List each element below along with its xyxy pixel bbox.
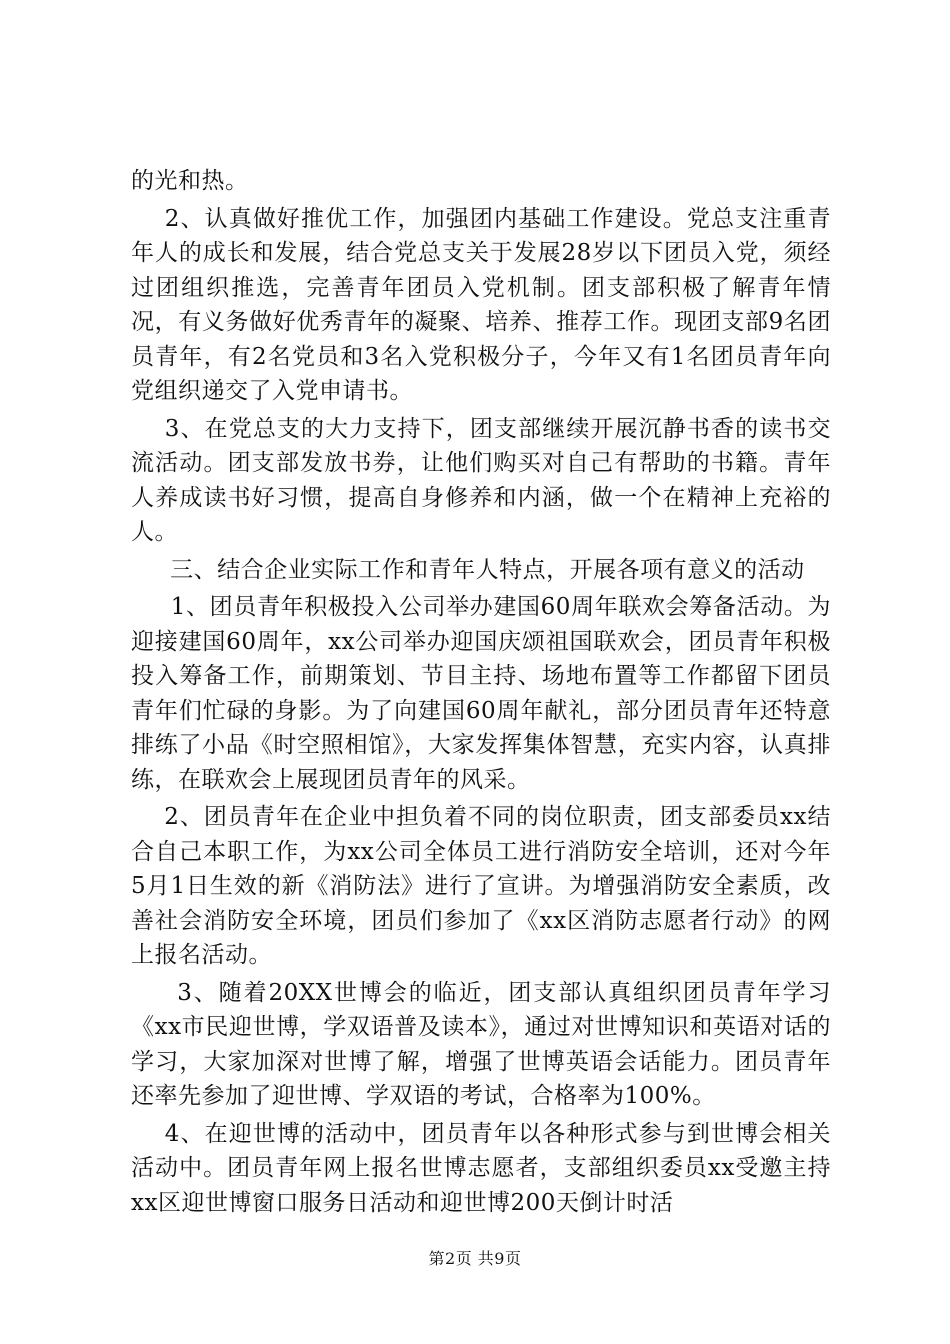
paragraph: 3、随着20XX世博会的临近，团支部认真组织团员青年学习《xx市民迎世博，学双语普及读本》，通过对世博知识和英语对话的学习，大家加深对世博了解，增强了世博英语会话能力。团员青年还率先参加了迎世博、学双语的考试，合格率为100%。 bbox=[131, 979, 831, 1109]
page-footer bbox=[0, 1246, 950, 1269]
page-number: 第2页 共9页 bbox=[428, 1249, 522, 1268]
paragraph: 2、认真做好推优工作，加强团内基础工作建设。党总支注重青年人的成长和发展，结合党总支关于发展28岁以下团员入党，须经过团组织推选，完善青年团员入党机制。团支部积极了解青年情况，有义务做好优秀青年的凝聚、培养、推荐工作。现团支部9名团员青年，有2名党员和3名入党积极分子，今年又有1名团员青年向党组织递交了入党申请书。 bbox=[131, 205, 831, 404]
paragraph: 3、在党总支的大力支持下，团支部继续开展沉静书香的读书交流活动。团支部发放书券，让他们购买对自己有帮助的书籍。青年人养成读书好习惯，提高自身修养和内涵，做一个在精神上充裕的人。 bbox=[131, 415, 831, 545]
paragraph: 2、团员青年在企业中担负着不同的岗位职责，团支部委员xx结合自己本职工作，为xx公司全体员工进行消防安全培训，还对今年5月1日生效的新《消防法》进行了宣讲。为增强消防安全素质，改善社会消防安全环境，团员们参加了《xx区消防志愿者行动》的网上报名活动。 bbox=[131, 804, 832, 968]
document-body bbox=[131, 164, 831, 1220]
paragraph: 的光和热。 bbox=[131, 168, 249, 194]
paragraph: 1、团员青年积极投入公司举办建国60周年联欢会筹备活动。为迎接建国60周年，xx公司举办迎国庆颂祖国联欢会，团员青年积极投入筹备工作，前期策划、节目主持、场地布置等工作都留下团员青年们忙碌的身影。为了向建国60周年献礼，部分团员青年还特意排练了小品《时空照相馆》，大家发挥集体智慧，充实内容，认真排练，在联欢会上展现团员青年的风采。 bbox=[131, 594, 831, 793]
paragraph: 4、在迎世博的活动中，团员青年以各种形式参与到世博会相关活动中。团员青年网上报名世博志愿者，支部组织委员xx受邀主持xx区迎世博窗口服务日活动和迎世博200天倒计时活 bbox=[131, 1120, 831, 1216]
section-heading: 三、结合企业实际工作和青年人特点，开展各项有意义的活动 bbox=[131, 556, 805, 583]
